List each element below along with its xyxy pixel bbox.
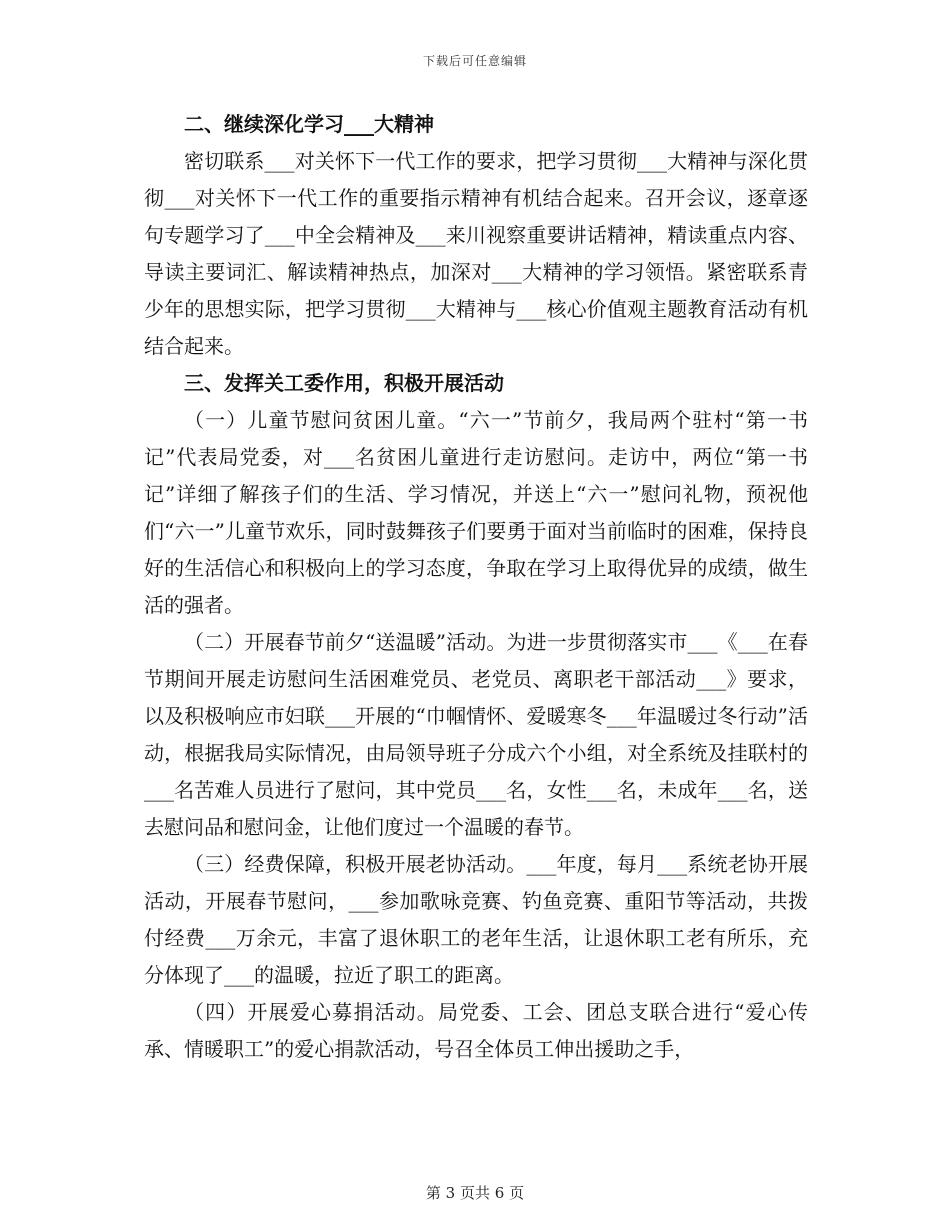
document-body xyxy=(144,106,808,1068)
section-3-paragraph-2: （二）开展春节前夕“送温暖”活动。为进一步贯彻落实市___《___在春节期间开展走访慰问生活困难党员、老党员、离职老干部活动___》要求，以及积极响应市妇联___开展的“巾帼情怀、爱暖寒冬___年温暖过冬行动”活动，根据我局实际情况，由局领导班子分成六个小组，对全系统及挂联村的___名苦难人员进行了慰问，其中党员___名，女性___名，未成年___名，送去慰问品和慰问金，让他们度过一个温暖的春节。 xyxy=(144,630,808,839)
section-3-paragraph-3: （三）经费保障，积极开展老协活动。___年度，每月___系统老协开展活动，开展春节慰问，___参加歌咏竞赛、钓鱼竞赛、重阳节等活动，共拨付经费___万余元，丰富了退休职工的老年生活，让退休职工老有所乐，充分体现了___的温暖，拉近了职工的距离。 xyxy=(144,852,808,987)
section-heading-2: 二、继续深化学习___大精神 xyxy=(184,112,434,136)
section-3-paragraph-4: （四）开展爱心募捐活动。局党委、工会、团总支联合进行“爱心传承、情暖职工”的爱心捐款活动，号召全体员工伸出援助之手， xyxy=(144,1000,808,1061)
page-header-note: 下载后可任意编辑 xyxy=(422,54,527,68)
page-number-footer: 第 3 页共 6 页 xyxy=(425,1184,525,1202)
section-heading-3: 三、发挥关工委作用，积极开展活动 xyxy=(184,371,504,395)
section-3-paragraph-1: （一）儿童节慰问贫困儿童。“六一”节前夕，我局两个驻村“第一书记”代表局党委，对___名贫困儿童进行走访慰问。走访中，两位“第一书记”详细了解孩子们的生活、学习情况，并送上“六一”慰问礼物，预祝他们“六一”儿童节欢乐，同时鼓舞孩子们要勇于面对当前临时的困难，保持良好的生活信心和积极向上的学习态度，争取在学习上取得优异的成绩，做生活的强者。 xyxy=(144,408,808,617)
section-2-paragraph-1: 密切联系___对关怀下一代工作的要求，把学习贯彻___大精神与深化贯彻___对关怀下一代工作的重要指示精神有机结合起来。召开会议，逐章逐句专题学习了___中全会精神及___来川视察重要讲话精神，精读重点内容、导读主要词汇、解读精神热点，加深对___大精神的学习领悟。紧密联系青少年的思想实际，把学习贯彻___大精神与___核心价值观主题教育活动有机结合起来。 xyxy=(144,149,808,358)
